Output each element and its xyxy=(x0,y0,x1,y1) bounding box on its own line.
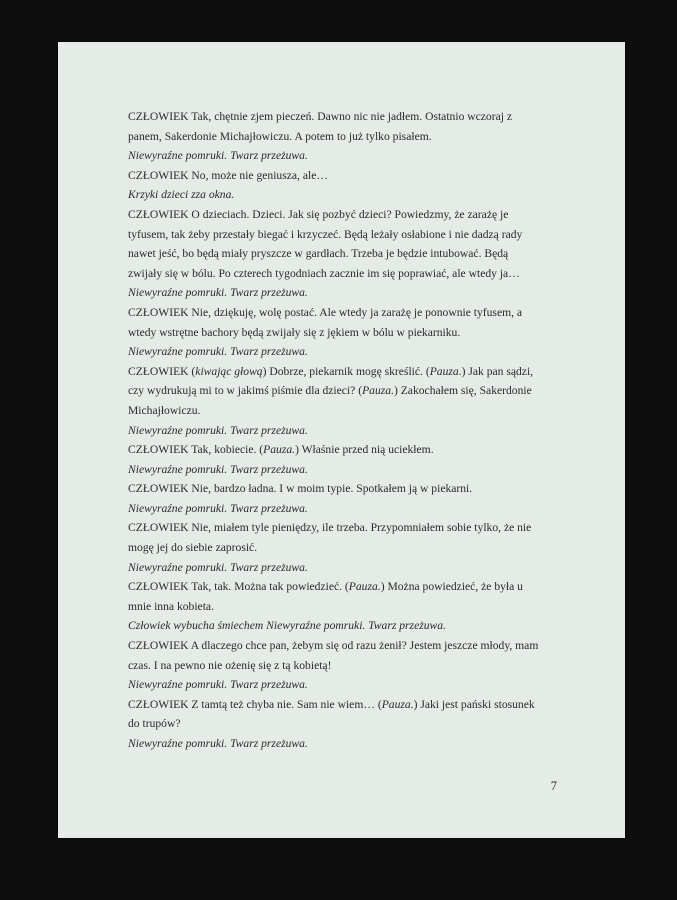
dialogue-line xyxy=(128,695,542,734)
speaker-name: CZŁOWIEK xyxy=(128,305,189,319)
dialogue-text: Nie, bardzo ładna. I w moim typie. Spotkałem ją w piekarni. xyxy=(188,482,473,496)
dialogue-line xyxy=(128,303,542,342)
dialogue-text: Nie, dziękuję, wolę postać. Ale wtedy ja zarażę je ponownie tyfusem, a wtedy wstrętne bachory będą zwijały się z jękiem w bólu w piekarniku. xyxy=(128,305,523,339)
italic-aside: kiwając głową xyxy=(195,364,263,378)
italic-aside: Pauza. xyxy=(429,364,462,378)
speaker-name: CZŁOWIEK xyxy=(128,168,189,182)
speaker-name: CZŁOWIEK xyxy=(128,207,189,221)
dialogue-line xyxy=(128,107,542,146)
speaker-name: CZŁOWIEK xyxy=(128,697,189,711)
script-text xyxy=(128,107,542,754)
stage-direction: Człowiek wybucha śmiechem Niewyraźne pomruki. Twarz przeżuwa. xyxy=(128,619,446,633)
dialogue-text: Z tamtą też chyba nie. Sam nie wiem… ( xyxy=(188,697,382,711)
italic-aside: Pauza. xyxy=(348,580,381,594)
stage-direction: Niewyraźne pomruki. Twarz przeżuwa. xyxy=(128,423,308,437)
stage-direction: Niewyraźne pomruki. Twarz przeżuwa. xyxy=(128,345,308,359)
italic-aside: Pauza. xyxy=(381,697,414,711)
speaker-name: CZŁOWIEK xyxy=(128,521,189,535)
speaker-name: CZŁOWIEK xyxy=(128,580,189,594)
dialogue-line xyxy=(128,166,542,186)
dialogue-text: ) Jak pan sądzi, czy wydrukują mi to w jakimś piśmie dla dzieci? ( xyxy=(128,364,534,398)
dialogue-text: ) Dobrze, piekarnik mogę skreślić. ( xyxy=(262,364,430,378)
speaker-name: CZŁOWIEK xyxy=(128,639,189,653)
speaker-name: CZŁOWIEK xyxy=(128,364,189,378)
stage-direction: Niewyraźne pomruki. Twarz przeżuwa. xyxy=(128,737,308,750)
dialogue-line xyxy=(128,577,542,616)
stage-direction: Niewyraźne pomruki. Twarz przeżuwa. xyxy=(128,149,308,163)
dialogue-text: A dlaczego chce pan, żebym się od razu żenił? Jestem jeszcze młody, mam czas. I na pewno nie ożenię się z tą kobietą! xyxy=(128,639,539,672)
dialogue-text: ) Jaki jest pański stosunek do trupów? xyxy=(128,697,535,731)
italic-aside: Pauza. xyxy=(362,384,394,398)
dialogue-text: No, może nie geniusza, ale… xyxy=(188,168,328,182)
dialogue-line xyxy=(128,518,542,557)
dialogue-text: Tak, kobiecie. ( xyxy=(188,443,264,457)
dialogue-text: Tak, chętnie zjem pieczeń. Dawno nic nie jadłem. Ostatnio wczoraj z panem, Sakerdonie Michajłowiczu. A potem to już tylko pisałem. xyxy=(128,110,513,143)
italic-aside: Pauza. xyxy=(263,443,296,457)
speaker-name: CZŁOWIEK xyxy=(128,110,189,123)
dialogue-line xyxy=(128,362,542,421)
stage-direction: Niewyraźne pomruki. Twarz przeżuwa. xyxy=(128,678,308,692)
stage-direction: Niewyraźne pomruki. Twarz przeżuwa. xyxy=(128,560,308,574)
page-number: 7 xyxy=(550,779,557,793)
stage-direction: Niewyraźne pomruki. Twarz przeżuwa. xyxy=(128,462,308,476)
dialogue-line xyxy=(128,440,542,460)
speaker-name: CZŁOWIEK xyxy=(128,482,189,496)
dialogue-text: O dzieciach. Dzieci. Jak się pozbyć dzieci? Powiedzmy, że zarażę je tyfusem, tak żeby przestały biegać i krzyczeć. Będą leżały osłabione i nie dadzą rady nawet jeść, bo będą miały pryszcze w gardłach. Trzeba je będzie intubować. Będą zwijały się w bólu. Po czterech tygodniach zacznie im się poprawiać, ale wtedy ja… xyxy=(128,207,523,280)
dialogue-text: Nie, miałem tyle pieniędzy, ile trzeba. Przypomniałem sobie tylko, że nie mogę jej do siebie zaprosić. xyxy=(128,521,532,555)
document-page xyxy=(58,42,625,838)
dialogue-line xyxy=(128,636,542,675)
speaker-name: CZŁOWIEK xyxy=(128,443,189,457)
dialogue-line xyxy=(128,205,542,283)
stage-direction: Niewyraźne pomruki. Twarz przeżuwa. xyxy=(128,286,308,300)
stage-direction: Niewyraźne pomruki. Twarz przeżuwa. xyxy=(128,501,308,515)
dialogue-text: Tak, tak. Można tak powiedzieć. ( xyxy=(188,580,349,594)
dialogue-text: ) Zakochałem się, Sakerdonie Michajłowiczu. xyxy=(128,384,532,417)
dialogue-text: ( xyxy=(188,364,196,378)
stage-direction: Krzyki dzieci zza okna. xyxy=(128,188,235,202)
dialogue-text: ) Można powiedzieć, że była u mnie inna kobieta. xyxy=(128,580,523,613)
dialogue-text: ) Właśnie przed nią uciekłem. xyxy=(295,443,434,457)
dialogue-line xyxy=(128,479,542,499)
